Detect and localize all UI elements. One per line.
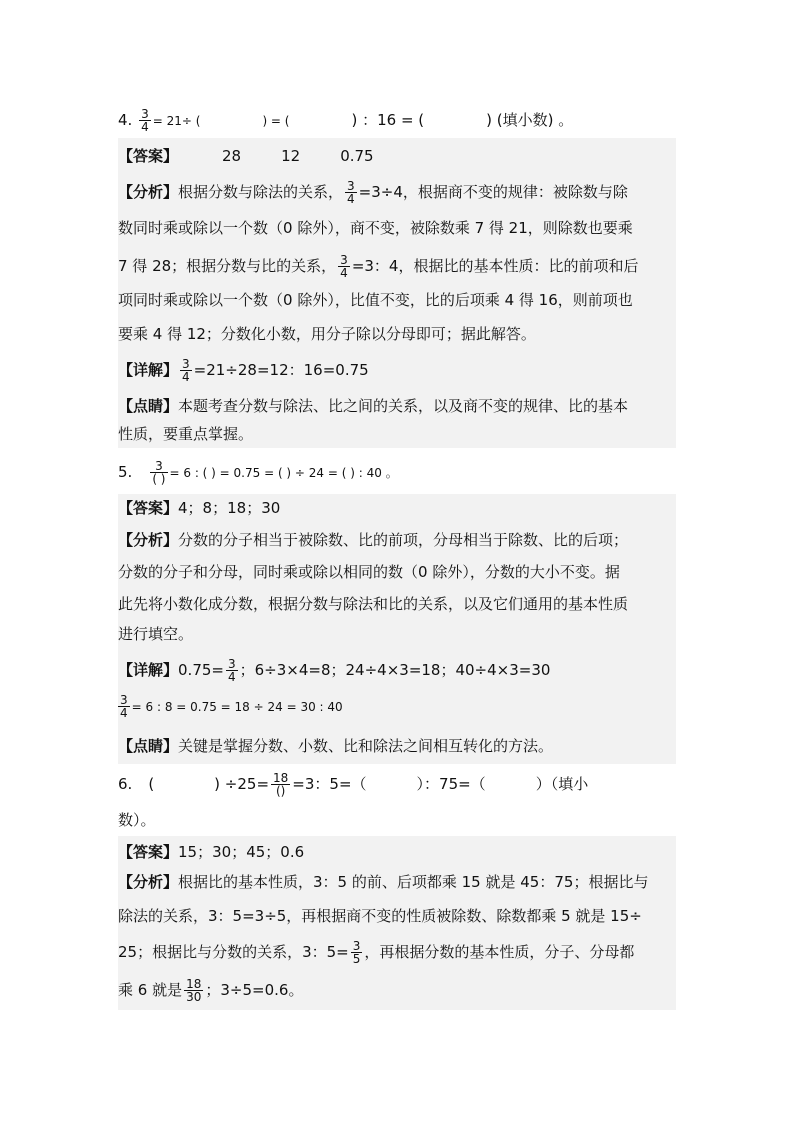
analysis-line-3: 25；根据比与分数的关系，3：5= $\frac{3}{5}$ ，再根据分数的基本性质，分子、分母都 bbox=[118, 939, 635, 966]
answer-line: 【答案】4；8；18；30 bbox=[118, 499, 281, 517]
analysis-line-1: 【分析】根据比的基本性质，3：5 的前、后项都乘 15 就是 45：75；根据比与 bbox=[118, 873, 649, 891]
q4-explanation-panel bbox=[118, 138, 676, 448]
analysis-line-3: 7 得 28；根据分数与比的关系， $\frac{3}{4}$ =3：4，根据比的基本性质：比的前项和后 bbox=[118, 253, 639, 280]
analysis-line-4: 乘 6 就是 $\frac{18}{30}$ ；3÷5=0.6。 bbox=[118, 977, 304, 1004]
point-line: 【点睛】关键是掌握分数、小数、比和除法之间相互转化的方法。 bbox=[118, 737, 554, 755]
question-6: 6. ( ) ÷25= $\frac{18}{()}$ =3：5=（ ）：75=（ ）（填小 bbox=[118, 771, 589, 798]
fraction: $\frac{3}{4}$ bbox=[182, 357, 190, 384]
fraction: $\frac{3}{4}$ bbox=[347, 179, 355, 206]
detail-line: 【详解】0.75= $\frac{3}{4}$ ；6÷3×4=8；24÷4×3=18；40÷4×3=30 bbox=[118, 657, 551, 684]
point-line-2: 性质，要重点掌握。 bbox=[118, 425, 254, 443]
question-5: 5. $\frac{3}{( )}$ = 6 : ( ) = 0.75 = ( ) ÷ 24 = ( ) : 40 。 bbox=[118, 459, 398, 486]
fraction: $\frac{3}{4}$ bbox=[340, 253, 348, 280]
analysis-line-5: 要乘 4 得 12；分数化小数，用分子除以分母即可；据此解答。 bbox=[118, 325, 536, 343]
fraction: $\frac{3}{( )}$ bbox=[152, 459, 166, 486]
fraction: $\frac{18}{()}$ bbox=[273, 771, 289, 798]
q5-explanation-panel bbox=[118, 494, 676, 764]
fraction: $\frac{3}{4}$ bbox=[227, 657, 236, 684]
analysis-line-2: 数同时乘或除以一个数（0 除外），商不变，被除数乘 7 得 21，则除数也要乘 bbox=[118, 219, 633, 237]
analysis-line-2: 除法的关系，3：5=3÷5，再根据商不变的性质被除数、除数都乘 5 就是 15÷ bbox=[118, 907, 642, 925]
analysis-line-4: 进行填空。 bbox=[118, 625, 194, 643]
analysis-line-3: 此先将小数化成分数，根据分数与除法和比的关系，以及它们通用的基本性质 bbox=[118, 595, 629, 613]
fraction: $\frac{3}{4}$ bbox=[120, 693, 128, 720]
detail-line: 【详解】 $\frac{3}{4}$ =21÷28=12：16=0.75 bbox=[118, 357, 369, 384]
fraction: $\frac{3}{5}$ bbox=[352, 939, 361, 966]
question-number: 5. bbox=[118, 463, 133, 481]
q6-explanation-panel bbox=[118, 836, 676, 1010]
fraction: $\frac{3}{4}$ bbox=[141, 107, 149, 134]
detail-line-2: $\frac{3}{4}$ = 6 : 8 = 0.75 = 18 ÷ 24 = 30 : 40 bbox=[120, 693, 343, 720]
fraction: $\frac{18}{30}$ bbox=[186, 977, 202, 1004]
analysis-line-1: 【分析】根据分数与除法的关系， $\frac{3}{4}$ =3÷4，根据商不变的规律：被除数与除 bbox=[118, 179, 628, 206]
answer-line: 【答案】 28 12 0.75 bbox=[118, 147, 374, 165]
analysis-line-1: 【分析】分数的分子相当于被除数、比的前项，分母相当于除数、比的后项； bbox=[118, 531, 629, 549]
answer-line: 【答案】15；30；45；0.6 bbox=[118, 843, 305, 861]
analysis-line-4: 项同时乘或除以一个数（0 除外），比值不变，比的后项乘 4 得 16，则前项也 bbox=[118, 291, 633, 309]
question-number: 4. bbox=[118, 111, 133, 129]
question-6-line-2: 数）。 bbox=[118, 811, 156, 829]
analysis-line-2: 分数的分子和分母，同时乘或除以相同的数（0 除外），分数的大小不变。据 bbox=[118, 563, 620, 581]
question-4: 4. $\frac{3}{4}$ = 21÷ ( ) = ( ) ：16 = ( ) (填小数) 。 bbox=[118, 107, 574, 134]
point-line-1: 【点睛】本题考查分数与除法、比之间的关系，以及商不变的规律、比的基本 bbox=[118, 397, 629, 415]
question-number: 6. bbox=[118, 775, 133, 793]
